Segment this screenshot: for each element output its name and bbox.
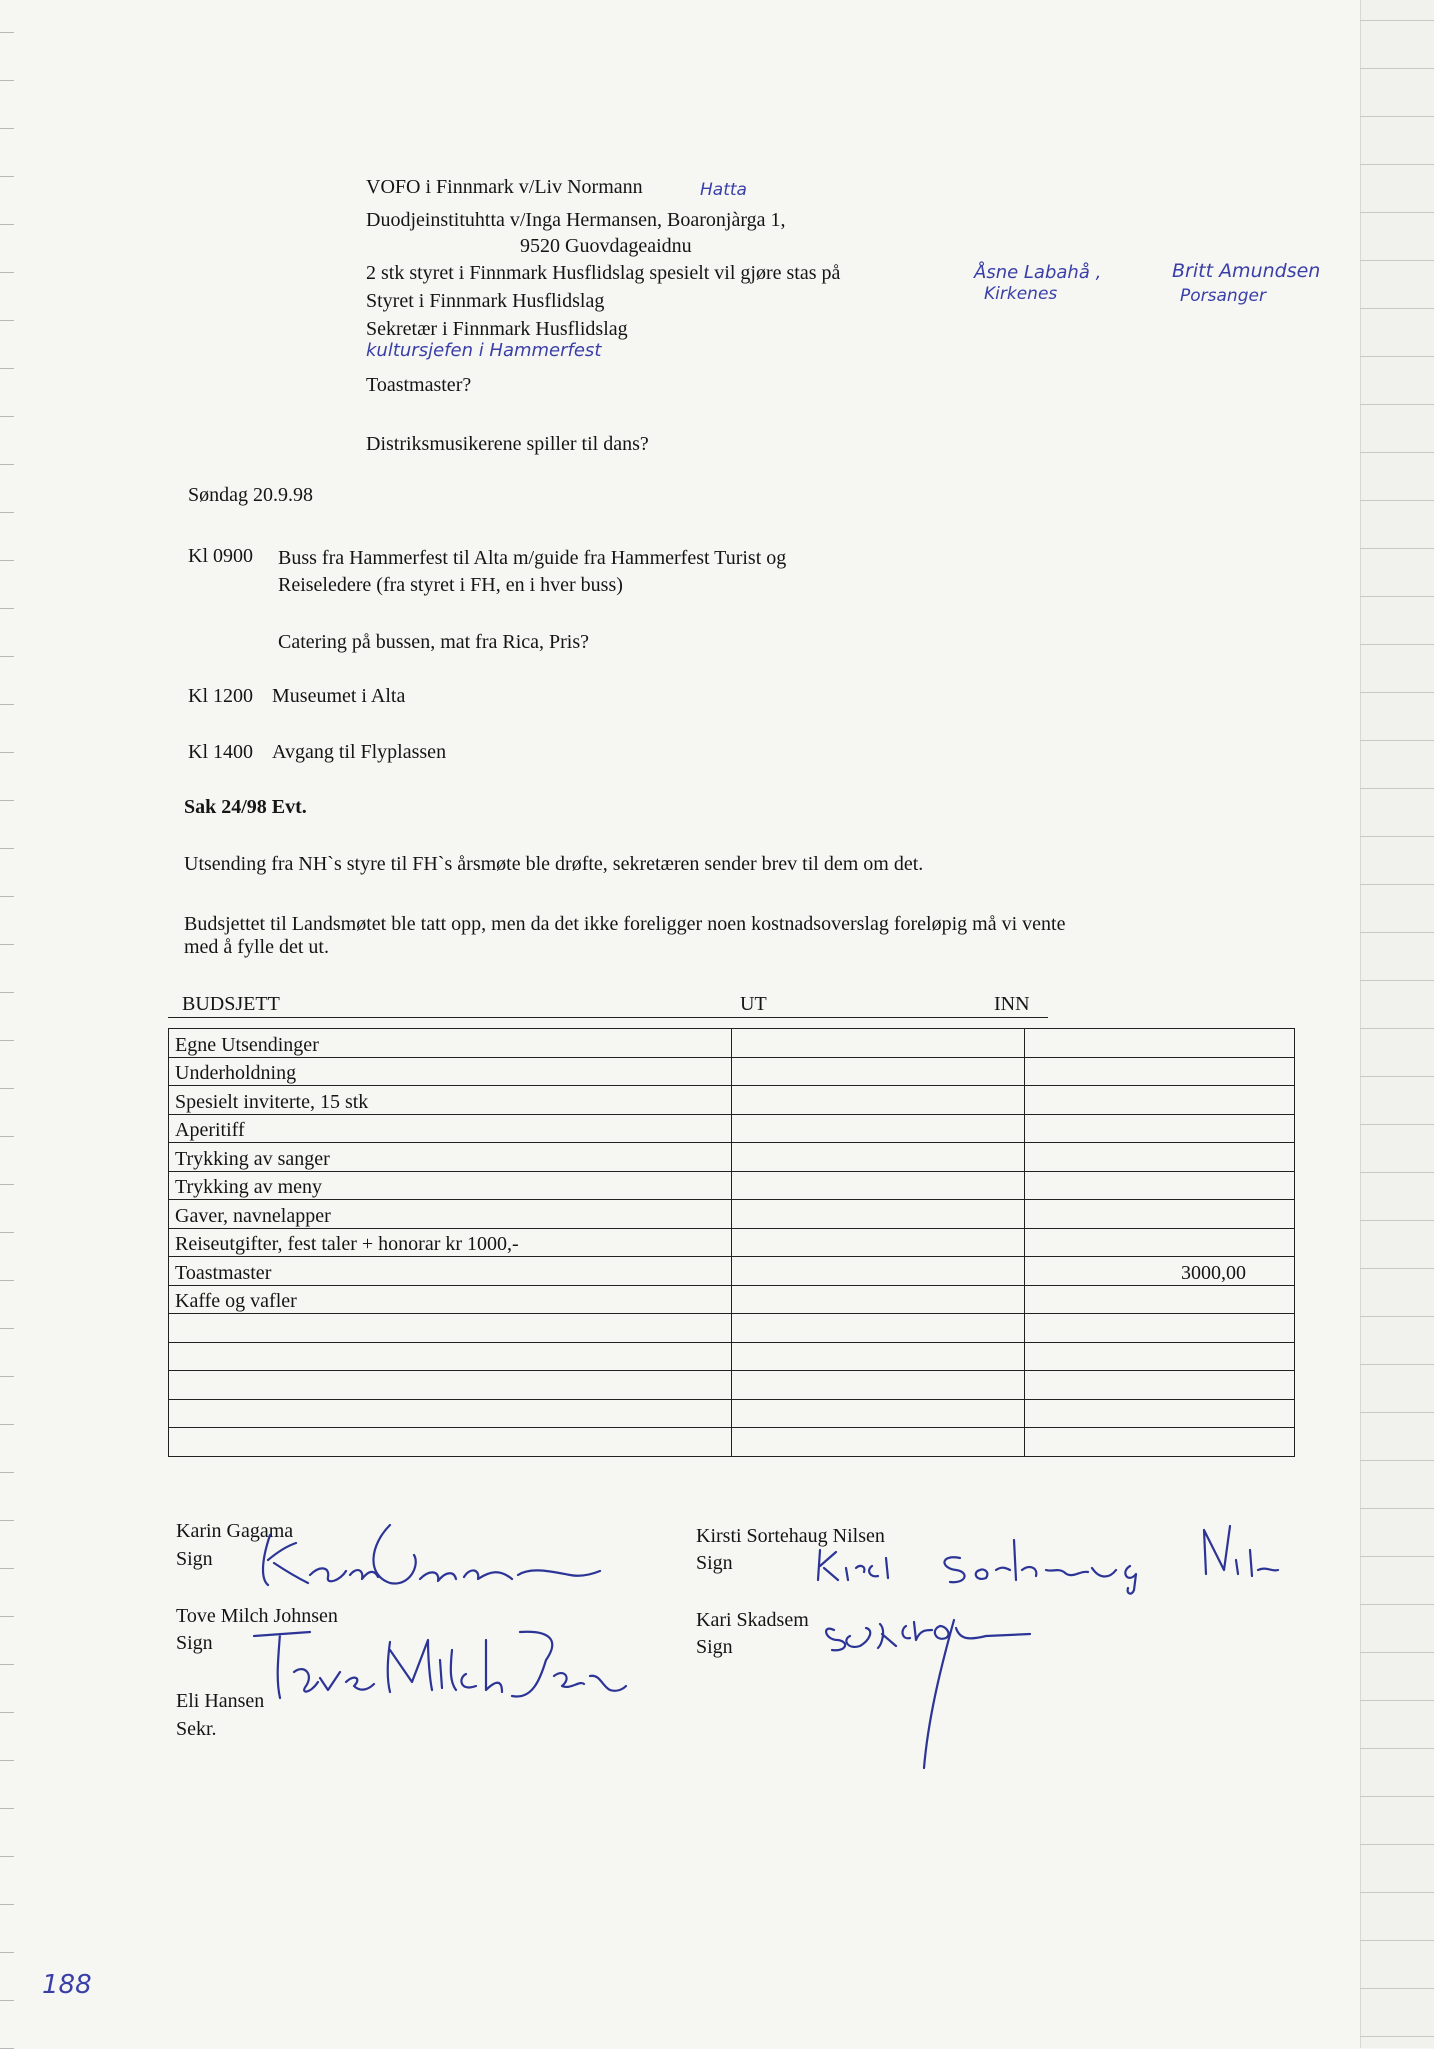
handwritten-hatta: Hatta [700,180,747,200]
sig-name-karin: Karin Gagama [176,1520,294,1542]
handwritten-name-2: Britt Amundsen [1172,260,1321,282]
schedule-date: Søndag 20.9.98 [188,484,313,506]
ledger-rule [1360,1940,1434,1941]
margin-tick [0,512,14,513]
budget-ut-cell [732,1086,1025,1115]
budget-inn-cell [1025,1314,1295,1343]
schedule-text-5: Avgang til Flyplassen [272,741,447,763]
margin-tick [0,1136,14,1137]
budget-label-cell: Toastmaster [169,1257,732,1286]
margin-tick [0,608,14,609]
ledger-rule [1360,116,1434,117]
margin-tick [0,272,14,273]
case-paragraph-2-line-1: Budsjettet til Landsmøtet ble tatt opp, men da det ikke foreligger noen kostnadsoverslag foreløpig må vi vente [184,913,1066,935]
sig-name-kirsti: Kirsti Sortehaug Nilsen [696,1525,885,1547]
ledger-rule [1360,1364,1434,1365]
budget-inn-cell [1025,1342,1295,1371]
margin-tick [0,704,14,705]
budget-label-cell: Trykking av sanger [169,1143,732,1172]
budget-label-cell: Aperitiff [169,1114,732,1143]
margin-tick [0,320,14,321]
ledger-rule [1360,164,1434,165]
ledger-rule [1360,932,1434,933]
header-line-3: 9520 Guovdageaidnu [520,235,692,257]
budget-title: BUDSJETT [182,993,280,1015]
budget-row [169,1342,1295,1371]
sig-role-kirsti: Sign [696,1552,733,1574]
signature-tove-milch-johnsen [250,1620,630,1710]
budget-inn-cell [1025,1029,1295,1058]
budget-label-cell: Spesielt inviterte, 15 stk [169,1086,732,1115]
budget-label-cell [169,1371,732,1400]
budget-inn-cell [1025,1399,1295,1428]
ledger-rule [1360,1412,1434,1413]
ledger-rule [1360,548,1434,549]
margin-tick [0,1712,14,1713]
ledger-rule [1360,1604,1434,1605]
schedule-text-2: Reiseledere (fra styret i FH, en i hver buss) [278,574,623,596]
case-paragraph-1: Utsending fra NH`s styre til FH`s årsmøte ble drøfte, sekretæren sender brev til dem om det. [184,853,924,875]
budget-label-cell: Reiseutgifter, fest taler + honorar kr 1000,- [169,1228,732,1257]
margin-tick [0,80,14,81]
budget-ut-cell [732,1029,1025,1058]
ledger-rule [1360,692,1434,693]
budget-label-cell [169,1428,732,1457]
schedule-text-4: Museumet i Alta [272,685,406,707]
schedule-time-2: Kl 1200 [188,685,253,707]
budget-ut-cell [732,1428,1025,1457]
ledger-rule [1360,1028,1434,1029]
schedule-time-1: Kl 0900 [188,545,253,567]
budget-row [169,1314,1295,1343]
schedule-time-3: Kl 1400 [188,741,253,763]
budget-row [169,1143,1295,1172]
ledger-rule [1360,1556,1434,1557]
budget-ut-cell [732,1057,1025,1086]
margin-tick [0,848,14,849]
margin-tick [0,1616,14,1617]
header-line-4: 2 stk styret i Finnmark Husflidslag spesielt vil gjøre stas på [366,262,841,284]
margin-tick [0,1568,14,1569]
margin-tick [0,464,14,465]
header-line-6: Sekretær i Finnmark Husflidslag [366,318,628,340]
budget-row [169,1228,1295,1257]
margin-tick [0,560,14,561]
budget-label-cell: Gaver, navnelapper [169,1200,732,1229]
ledger-rule [1360,788,1434,789]
margin-tick [0,1664,14,1665]
margin-tick [0,1376,14,1377]
budget-row [169,1114,1295,1143]
ledger-rule [1360,1172,1434,1173]
budget-label-cell: Egne Utsendinger [169,1029,732,1058]
budget-inn-cell [1025,1114,1295,1143]
margin-tick [0,1904,14,1905]
handwritten-place-1: Kirkenes [984,284,1058,304]
ledger-rule [1360,836,1434,837]
margin-tick [0,1808,14,1809]
budget-ut-cell [732,1371,1025,1400]
budget-row [169,1057,1295,1086]
margin-tick [0,1088,14,1089]
ledger-rule [1360,452,1434,453]
margin-tick [0,656,14,657]
case-title: Sak 24/98 Evt. [184,796,307,818]
sig-role-tove: Sign [176,1632,213,1654]
margin-tick [0,752,14,753]
margin-tick [0,1760,14,1761]
header-line-8: Distriksmusikerene spiller til dans? [366,433,649,455]
signature-kari-skadsem [820,1600,1050,1780]
ledger-rule [1360,1460,1434,1461]
ledger-rule [1360,212,1434,213]
budget-ut-cell [732,1285,1025,1314]
budget-ut-cell [732,1342,1025,1371]
margin-tick [0,1280,14,1281]
margin-tick [0,896,14,897]
sig-role-kari: Sign [696,1636,733,1658]
budget-label-cell: Trykking av meny [169,1171,732,1200]
budget-row [169,1257,1295,1286]
ledger-rule [1360,1844,1434,1845]
budget-row [169,1428,1295,1457]
schedule-text-3: Catering på bussen, mat fra Rica, Pris? [278,631,590,653]
budget-inn-cell [1025,1143,1295,1172]
margin-tick [0,1952,14,1953]
case-paragraph-2-line-2: med å fylle det ut. [184,936,329,958]
budget-ut-cell [732,1228,1025,1257]
budget-ut-cell [732,1399,1025,1428]
handwritten-name-1: Åsne Labahå , [974,262,1102,283]
margin-tick [0,1328,14,1329]
ledger-rule [1360,740,1434,741]
budget-header-rule [168,1017,1048,1018]
ledger-rule [1360,356,1434,357]
budget-ut-cell [732,1143,1025,1172]
ledger-rule [1360,500,1434,501]
budget-row [169,1399,1295,1428]
margin-tick [0,1184,14,1185]
margin-tick [0,224,14,225]
handwritten-place-2: Porsanger [1180,286,1266,306]
schedule-text-1: Buss fra Hammerfest til Alta m/guide fra Hammerfest Turist og [278,547,787,569]
ledger-rule [1360,980,1434,981]
signature-karin-gagama [250,1505,610,1595]
margin-tick [0,1040,14,1041]
handwritten-kultursjef: kultursjefen i Hammerfest [366,340,602,361]
ledger-rule [1360,644,1434,645]
ledger-rule [1360,1988,1434,1989]
budget-ut-cell [732,1200,1025,1229]
ledger-rule [1360,1316,1434,1317]
budget-row [169,1171,1295,1200]
header-line-1: VOFO i Finnmark v/Liv Normann [366,176,643,198]
margin-tick [0,944,14,945]
budget-row [169,1371,1295,1400]
ledger-rule [1360,2036,1434,2037]
margin-tick [0,2000,14,2001]
budget-inn-header: INN [994,993,1030,1015]
handwritten-page-number: 188 [42,1970,92,2000]
budget-row [169,1086,1295,1115]
ledger-rule [1360,1124,1434,1125]
ledger-rule [1360,1076,1434,1077]
ledger-rule [1360,260,1434,261]
ledger-rule [1360,1220,1434,1221]
ledger-rule [1360,20,1434,21]
ledger-rule [1360,1748,1434,1749]
budget-table [168,1028,1295,1457]
budget-label-cell [169,1399,732,1428]
budget-inn-cell [1025,1228,1295,1257]
margin-tick [0,1472,14,1473]
ledger-rule [1360,1892,1434,1893]
budget-inn-cell [1025,1171,1295,1200]
ledger-rule [1360,884,1434,885]
budget-ut-cell [732,1114,1025,1143]
ledger-rule [1360,1796,1434,1797]
ledger-rule [1360,1652,1434,1653]
margin-tick [0,1520,14,1521]
budget-label-cell: Underholdning [169,1057,732,1086]
budget-row [169,1285,1295,1314]
budget-ut-cell [732,1314,1025,1343]
ledger-rule [1360,308,1434,309]
margin-tick [0,416,14,417]
margin-tick [0,800,14,801]
sig-name-kari: Kari Skadsem [696,1609,809,1631]
budget-label-cell [169,1314,732,1343]
ledger-rule [1360,1700,1434,1701]
margin-tick [0,1232,14,1233]
sig-role-eli: Sekr. [176,1718,217,1740]
budget-label-cell: Kaffe og vafler [169,1285,732,1314]
budget-row [169,1200,1295,1229]
header-line-5: Styret i Finnmark Husflidslag [366,290,605,312]
budget-inn-cell [1025,1371,1295,1400]
budget-ut-cell [732,1171,1025,1200]
budget-ut-header: UT [740,993,767,1015]
ledger-rule [1360,1508,1434,1509]
margin-tick [0,1856,14,1857]
sig-name-eli: Eli Hansen [176,1690,265,1712]
margin-tick [0,992,14,993]
margin-tick [0,368,14,369]
budget-row [169,1029,1295,1058]
header-line-2: Duodjeinstituhtta v/Inga Hermansen, Boaronjàrga 1, [366,209,786,231]
budget-inn-cell [1025,1285,1295,1314]
sig-role-karin: Sign [176,1548,213,1570]
budget-inn-cell: 3000,00 [1025,1257,1295,1286]
header-line-7: Toastmaster? [366,374,472,396]
budget-inn-cell [1025,1200,1295,1229]
margin-tick [0,128,14,129]
ledger-rule [1360,1268,1434,1269]
budget-inn-cell [1025,1428,1295,1457]
margin-tick [0,1424,14,1425]
signature-kirsti-sortehaug-nilsen [800,1510,1280,1590]
ledger-rule [1360,596,1434,597]
budget-inn-cell [1025,1086,1295,1115]
budget-label-cell [169,1342,732,1371]
sig-name-tove: Tove Milch Johnsen [176,1605,338,1627]
budget-inn-cell [1025,1057,1295,1086]
ledger-rule [1360,404,1434,405]
margin-tick [0,176,14,177]
margin-tick [0,32,14,33]
ledger-rule [1360,68,1434,69]
budget-ut-cell [732,1257,1025,1286]
